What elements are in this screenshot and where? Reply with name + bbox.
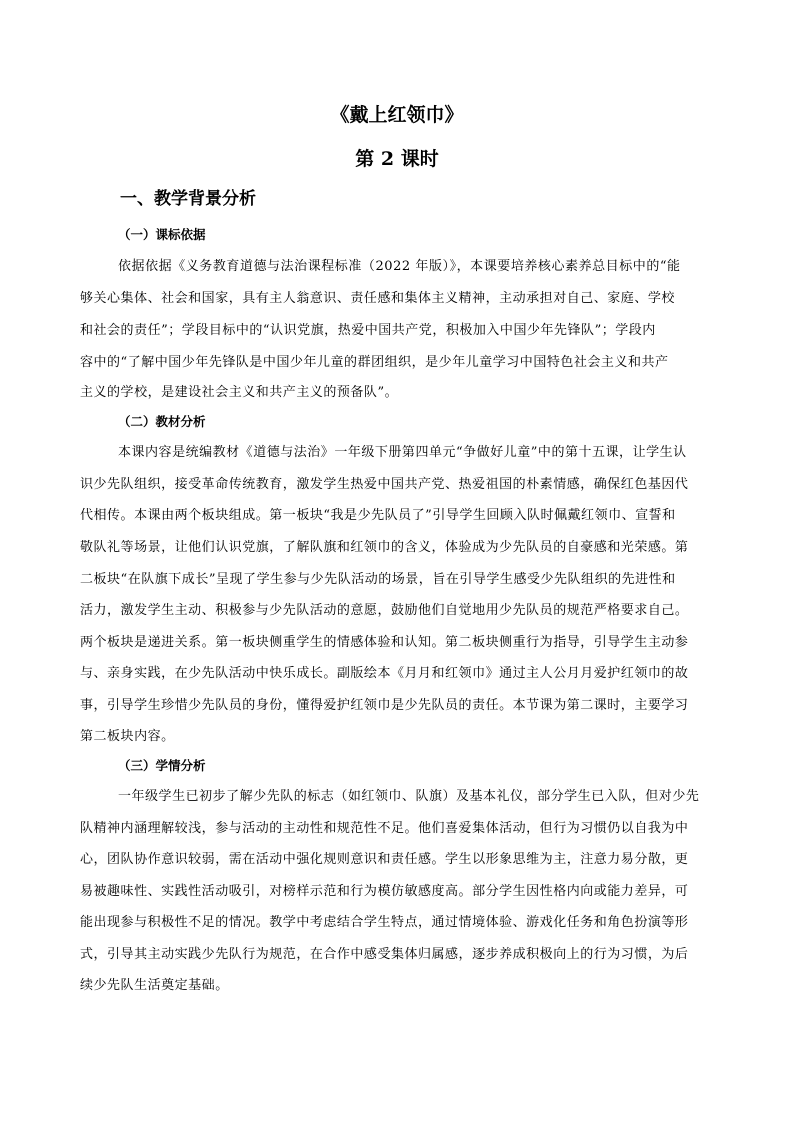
paragraph-line: 与、亲身实践，在少先队活动中快乐成长。副版绘本《月月和红领巾》通过主人公月月爱护红领巾的故 bbox=[80, 666, 689, 681]
paragraph-line: 识少先队组织，接受革命传统教育，激发学生热爱中国共产党、热爱祖国的朴素情感，确保红色基因代 bbox=[80, 477, 689, 492]
paragraph-line: 活力，激发学生主动、积极参与少先队活动的意愿，鼓励他们自觉地用少先队员的规范严格要求自己。 bbox=[80, 603, 689, 618]
paragraph-line: 能出现参与积极性不足的情况。教学中考虑结合学生特点，通过情境体验、游戏化任务和角色扮演等形 bbox=[80, 915, 689, 930]
paragraph-line: 依据依据《义务教育道德与法治课程标准（2022 年版）》，本课要培养核心素养总目标中的“能 bbox=[118, 259, 681, 274]
paragraph-line: 易被趣味性、实践性活动吸引，对榜样示范和行为模仿敏感度高。部分学生因性格内向或能力差异，可 bbox=[80, 884, 689, 899]
paragraph-line: 第二板块内容。 bbox=[80, 729, 175, 744]
paragraph-line: 队精神内涵理解较浅，参与活动的主动性和规范性不足。他们喜爱集体活动，但行为习惯仍以自我为中 bbox=[80, 821, 689, 836]
subsection-heading-learners: （三）学情分析 bbox=[118, 758, 206, 773]
paragraph-line: 心，团队协作意识较弱，需在活动中强化规则意识和责任感。学生以形象思维为主，注意力易分散，更 bbox=[80, 852, 689, 867]
paragraph-line: 和社会的责任”；学段目标中的“认识党旗，热爱中国共产党，积极加入中国少年先锋队”；学段内 bbox=[80, 323, 656, 338]
paragraph-line: 一年级学生已初步了解少先队的标志（如红领巾、队旗）及基本礼仪，部分学生已入队，但对少先 bbox=[118, 789, 700, 804]
paragraph-line: 续少先队生活奠定基础。 bbox=[80, 978, 229, 993]
paragraph-line: 本课内容是统编教材《道德与法治》一年级下册第四单元“争做好儿童”中的第十五课，让学生认 bbox=[118, 445, 687, 460]
subsection-heading-textbook: （二）教材分析 bbox=[118, 414, 206, 429]
paragraph-line: 事，引导学生珍惜少先队员的身份，懂得爱护红领巾是少先队员的责任。本节课为第二课时，主要学习 bbox=[80, 698, 689, 713]
paragraph-line: 二板块“在队旗下成长”呈现了学生参与少先队活动的场景，旨在引导学生感受少先队组织的先进性和 bbox=[80, 572, 676, 587]
paragraph-line: 容中的“了解中国少年先锋队是中国少年儿童的群团组织，是少年儿童学习中国特色社会主义和共产 bbox=[80, 355, 669, 370]
lesson-subtitle: 第 2 课时 bbox=[355, 148, 439, 170]
subsection-heading-curriculum: （一）课标依据 bbox=[118, 227, 206, 242]
paragraph-line: 够关心集体、社会和国家，具有主人翁意识、责任感和集体主义精神，主动承担对自己、家庭、学校 bbox=[80, 291, 675, 306]
paragraph-line: 式，引导其主动实践少先队行为规范，在合作中感受集体归属感，逐步养成积极向上的行为习惯，为后 bbox=[80, 947, 689, 962]
section-heading: 一、教学背景分析 bbox=[120, 189, 256, 209]
paragraph-line: 敬队礼等场景，让他们认识党旗，了解队旗和红领巾的含义，体验成为少先队员的自豪感和光荣感。第 bbox=[80, 540, 689, 555]
paragraph-line: 主义的学校，是建设社会主义和共产主义的预备队”。 bbox=[80, 385, 399, 400]
paragraph-line: 代相传。本课由两个板块组成。第一板块“我是少先队员了”引导学生回顾入队时佩戴红领巾、宣誓和 bbox=[80, 508, 676, 523]
paragraph-line: 两个板块是递进关系。第一板块侧重学生的情感体验和认知。第二板块侧重行为指导，引导学生主动参 bbox=[80, 635, 689, 650]
document-title: 《戴上红领巾》 bbox=[330, 104, 464, 126]
